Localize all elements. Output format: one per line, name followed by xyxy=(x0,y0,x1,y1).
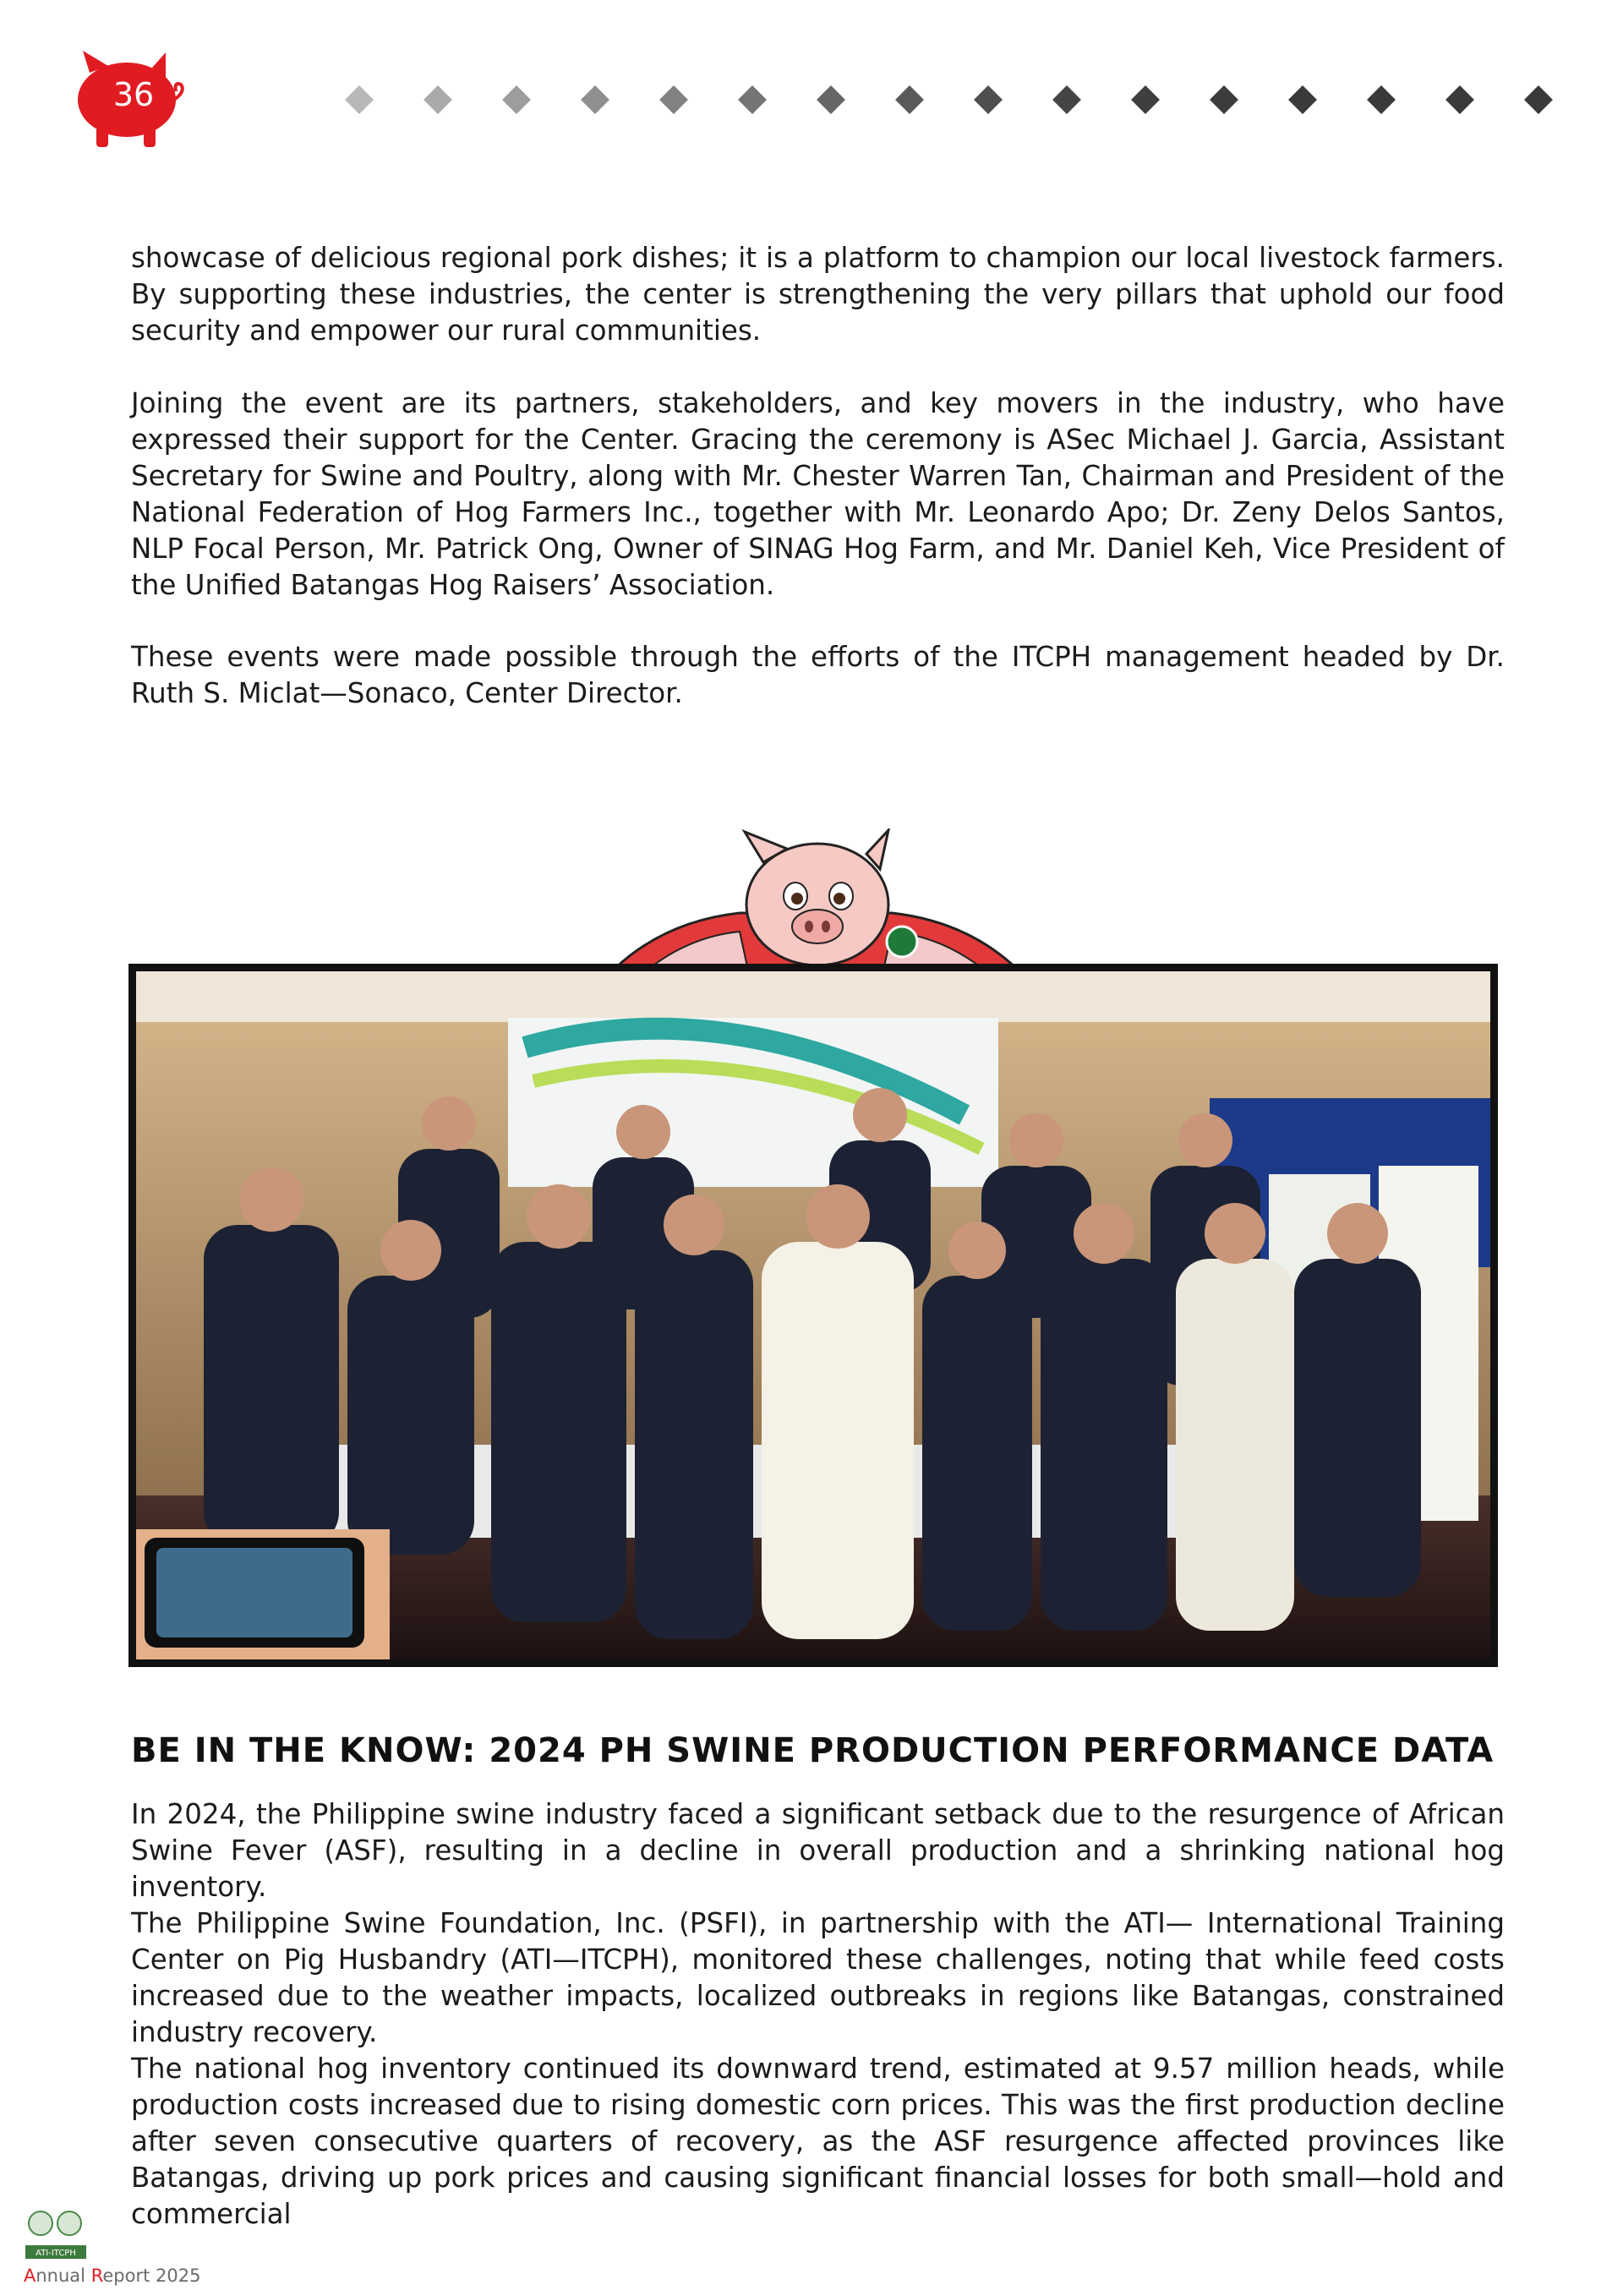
page-number-badge xyxy=(71,49,189,149)
diamond-icon xyxy=(1445,85,1474,114)
intro-paragraph-1: showcase of delicious regional pork dishes; it is a platform to champion our local livestock farmers. By supporting these industries, the center is strengthening the very pillars that uphold our food security and empower our rural communities. xyxy=(131,242,1505,347)
page-number: 36 xyxy=(112,76,155,113)
diamond-icon xyxy=(974,85,1003,114)
logo-label: ATI-ITCPH xyxy=(36,2249,76,2258)
diamond-icon xyxy=(659,85,688,114)
diamond-icon xyxy=(1367,85,1396,114)
diamond-icon xyxy=(1210,85,1238,114)
footer-letter-a: A xyxy=(24,2266,36,2286)
diamond-icon xyxy=(895,85,924,114)
diamond-icon xyxy=(1288,85,1317,114)
pig-mascot-illustration xyxy=(596,828,1036,972)
section-paragraph-3: The national hog inventory continued its downward trend, estimated at 9.57 million heads, while production costs increased due to rising domestic corn prices. This was the first production decline after seven consecutive quarters of recovery, as the ASF resurgence affected provinces like Batangas, driving up pork prices and causing significant financial losses for both small—hold and commercial xyxy=(131,2053,1505,2230)
pig-mascot-icon xyxy=(596,828,1036,972)
intro-paragraph-3: These events were made possible through the efforts of the ITCPH management headed by Dr. Ruth S. Miclat—Sonaco, Center Director. xyxy=(131,641,1505,709)
diamond-icon xyxy=(1524,85,1553,114)
ati-itcph-logo xyxy=(24,2208,88,2260)
section-heading: BE IN THE KNOW: 2024 PH SWINE PRODUCTION PERFORMANCE DATA xyxy=(131,1731,1495,1770)
diamond-icon xyxy=(502,85,531,114)
footer-word-annual: nnual xyxy=(36,2266,91,2286)
diamond-icon xyxy=(345,85,374,114)
diamond-icon xyxy=(1052,85,1081,114)
section-paragraph-1: In 2024, the Philippine swine industry faced a significant setback due to the resurgence of African Swine Fever (ASF), resulting in a decline in overall production and a shrinking national hog inventory. xyxy=(131,1798,1505,1903)
group-photo-image xyxy=(136,971,1490,1659)
ati-itcph-logo-icon xyxy=(24,2208,88,2260)
section-paragraph-2: The Philippine Swine Foundation, Inc. (PSFI), in partnership with the ATI— International Training Center on Pig Husbandry (ATI—ITCPH), monitored these challenges, noting that while feed costs increased due to the weather impacts, localized outbreaks in regions like Batangas, constrained industry recovery. xyxy=(131,1907,1505,2048)
footer-report-title xyxy=(24,2266,200,2286)
diamond-icon xyxy=(1131,85,1160,114)
group-photo xyxy=(128,964,1498,1667)
diamond-icon xyxy=(817,85,845,114)
diamond-icon xyxy=(738,85,767,114)
diamond-icon xyxy=(424,85,452,114)
diamond-divider xyxy=(342,85,1568,115)
diamond-icon xyxy=(581,85,609,114)
intro-paragraph-2: Joining the event are its partners, stakeholders, and key movers in the industry, who have expressed their support for the Center. Gracing the ceremony is ASec Michael J. Garcia, Assistant Secretary for Swine and Poultry, along with Mr. Chester Warren Tan, Chairman and President of the National Federation of Hog Farmers Inc., together with Mr. Leonardo Apo; Dr. Zeny Delos Santos, NLP Focal Person, Mr. Patrick Ong, Owner of SINAG Hog Farm, and Mr. Daniel Keh, Vice President of the Unified Batangas Hog Raisers’ Association. xyxy=(131,387,1505,601)
footer-word-report: eport 2025 xyxy=(102,2266,201,2286)
footer-letter-r: R xyxy=(90,2266,103,2286)
